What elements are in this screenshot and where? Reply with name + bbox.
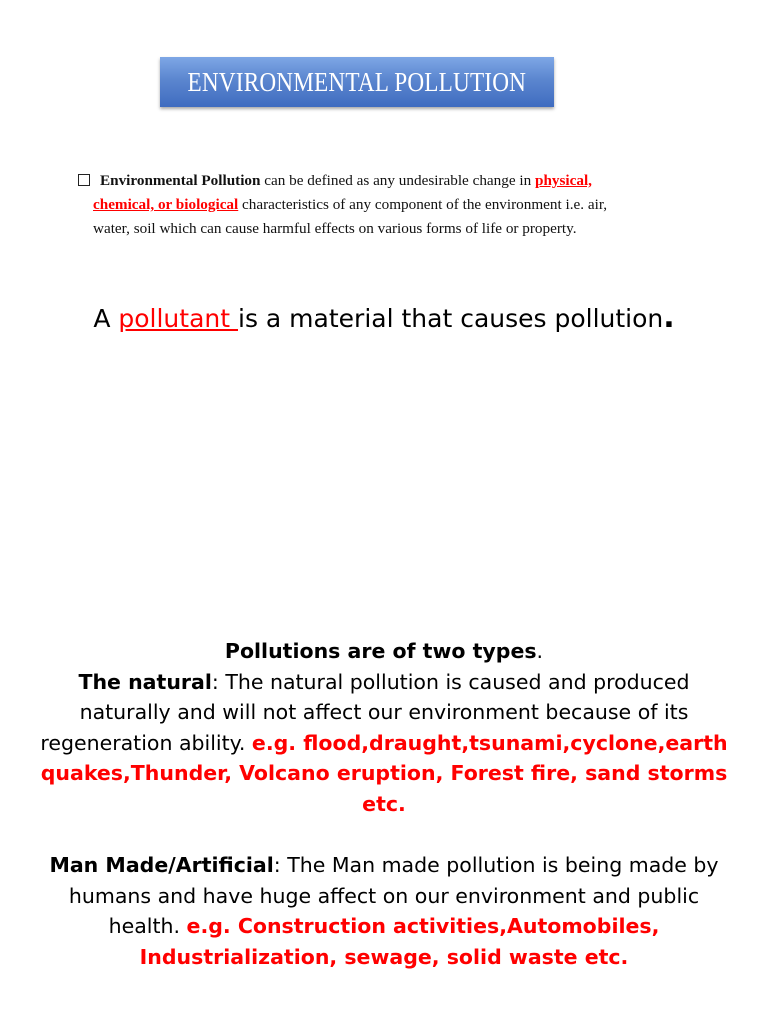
- paragraph-spacer: [30, 819, 738, 850]
- pollutant-term: pollutant: [118, 304, 238, 333]
- definition-text-2: characteristics of any component of the environment i.e. air,: [238, 196, 608, 213]
- definition-paragraph: [78, 169, 638, 241]
- man-made-examples: e.g. Construction activities,Automobiles, Industrialization, sewage, solid waste etc.: [139, 914, 660, 969]
- page-title: ENVIRONMENTAL POLLUTION: [187, 66, 527, 97]
- definition-term: Environmental Pollution: [100, 172, 261, 189]
- checkbox-bullet-icon: [78, 174, 90, 186]
- pollutant-text: is a material that causes pollution: [238, 304, 664, 333]
- man-made-label: Man Made/Artificial: [49, 853, 274, 877]
- natural-examples: e.g. flood,draught,tsunami,cyclone,earth quakes,Thunder, Volcano eruption, Forest fire, sand storms etc.: [40, 730, 728, 816]
- man-made-text: : The Man made pollution is being made by humans and have huge affect on our environment and public health.: [68, 853, 719, 938]
- types-heading-period: .: [536, 639, 544, 663]
- definition-line-3: water, soil which can cause harmful effects on various forms of life or property.: [93, 220, 577, 237]
- natural-text: : The natural pollution is caused and produced naturally and will not affect our environment because of its regeneration ability.: [40, 669, 690, 755]
- types-heading-line: [30, 636, 738, 667]
- types-heading: Pollutions are of two types: [224, 639, 537, 663]
- highlight-physical: physical,: [535, 172, 592, 189]
- pollution-types-section: [30, 636, 738, 972]
- pollutant-definition: [0, 301, 768, 336]
- natural-label: The natural: [78, 669, 212, 694]
- natural-paragraph: [30, 667, 738, 820]
- definition-text-1: can be defined as any undesirable change in: [260, 172, 536, 189]
- man-made-paragraph: [30, 850, 738, 972]
- pollutant-prefix: A: [93, 304, 119, 333]
- definition-line-2: [78, 193, 638, 217]
- highlight-chemical-biological: chemical, or biological: [93, 196, 239, 213]
- pollutant-period: .: [663, 300, 675, 335]
- title-banner: [160, 57, 554, 107]
